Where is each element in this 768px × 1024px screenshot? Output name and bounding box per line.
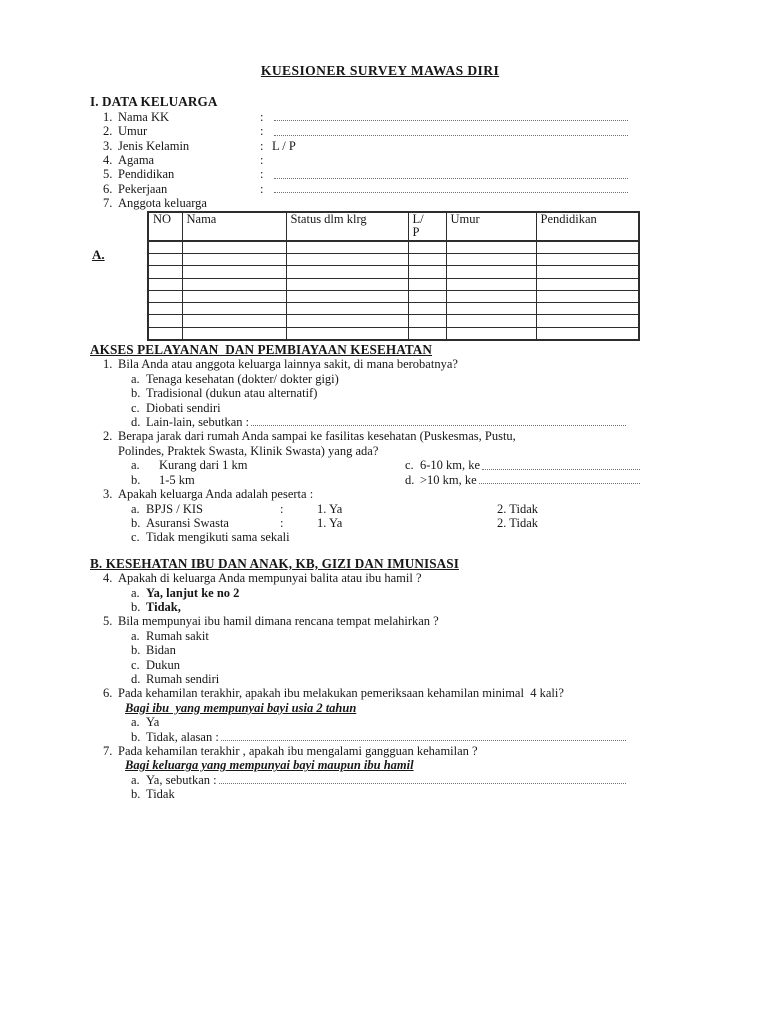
field-row-nama-kk xyxy=(103,110,628,124)
field-separator: : xyxy=(260,138,264,153)
field-separator: : xyxy=(260,181,264,196)
option-marker: a. xyxy=(131,585,140,600)
dotted-answer-line xyxy=(221,730,626,741)
field-label: Jenis Kelamin xyxy=(118,138,190,153)
table-row-empty xyxy=(148,290,639,302)
question-text-line2: Polindes, Praktek Swasta, Klinik Swasta) yang ada? xyxy=(118,443,379,458)
table-cell-empty xyxy=(408,253,446,265)
field-row-umur xyxy=(103,124,628,138)
question-body xyxy=(118,686,640,744)
question-number: 4. xyxy=(103,571,113,586)
table-cell-empty xyxy=(536,266,639,278)
table-cell-empty xyxy=(148,253,182,265)
choice-ya: 1. Ya xyxy=(317,501,343,516)
question-body xyxy=(118,487,640,545)
table-header-umur: Umur xyxy=(446,212,536,241)
option-marker: b. xyxy=(131,515,141,530)
table-cell-empty xyxy=(182,327,286,340)
option-marker: d. xyxy=(131,415,141,430)
option-text: Ya xyxy=(146,715,160,730)
dotted-answer-line xyxy=(251,415,626,426)
table-row-empty xyxy=(148,315,639,327)
option-marker: d. xyxy=(405,472,415,487)
option-text: Ya, sebutkan : xyxy=(146,772,217,787)
option-text: 1-5 km xyxy=(159,472,195,487)
field-number: 3. xyxy=(103,138,113,153)
option-text: Rumah sakit xyxy=(146,628,209,643)
option-6b xyxy=(131,730,626,744)
option-marker: b. xyxy=(131,643,141,658)
table-cell-empty xyxy=(536,253,639,265)
option-4a xyxy=(131,586,640,600)
table-cell-empty xyxy=(286,266,408,278)
table-cell-empty xyxy=(446,315,536,327)
option-text: Tidak mengikuti sama sekali xyxy=(146,530,290,545)
choice-tidak: 2. Tidak xyxy=(497,515,538,530)
table-header-nama: Nama xyxy=(182,212,286,241)
option-5a xyxy=(131,629,640,643)
table-cell-empty xyxy=(446,278,536,290)
field-row-anggota-keluarga xyxy=(103,196,628,210)
section-i-heading: I. DATA KELUARGA xyxy=(90,94,218,110)
question-body xyxy=(118,357,640,429)
option-text: Ya, lanjut ke no 2 xyxy=(146,585,240,600)
section-akses xyxy=(90,343,670,545)
field-separator: : xyxy=(260,167,264,182)
question-text: Apakah keluarga Anda adalah peserta : xyxy=(118,487,314,502)
table-cell-empty xyxy=(536,327,639,340)
option-marker: c. xyxy=(131,400,140,415)
question-text-line1: Berapa jarak dari rumah Anda sampai ke fasilitas kesehatan (Puskesmas, Pustu, xyxy=(118,429,516,444)
table-cell-empty xyxy=(536,241,639,254)
option-marker: b. xyxy=(131,386,141,401)
option-text: Diobati sendiri xyxy=(146,400,221,415)
option-1d xyxy=(131,415,626,429)
table-cell-empty xyxy=(408,241,446,254)
field-number: 4. xyxy=(103,153,113,168)
option-2d xyxy=(405,473,640,487)
table-cell-empty xyxy=(286,253,408,265)
dotted-answer-line xyxy=(219,773,626,784)
table-cell-empty xyxy=(408,303,446,315)
table-cell-empty xyxy=(446,241,536,254)
option-label: BPJS / KIS xyxy=(146,501,203,516)
question-note: Bagi keluarga yang mempunyai bayi maupun ibu hamil xyxy=(125,758,414,773)
choice-tidak: 2. Tidak xyxy=(497,501,538,516)
table-cell-empty xyxy=(446,303,536,315)
section-b-heading: B. KESEHATAN IBU DAN ANAK, KB, GIZI DAN IMUNISASI xyxy=(90,555,459,571)
question-text: Bila mempunyai ibu hamil dimana rencana tempat melahirkan ? xyxy=(118,614,439,629)
table-cell-empty xyxy=(536,278,639,290)
option-marker: a. xyxy=(131,628,140,643)
table-cell-empty xyxy=(536,303,639,315)
table-cell-empty xyxy=(182,315,286,327)
question-text: Bila Anda atau anggota keluarga lainnya sakit, di mana berobatnya? xyxy=(118,357,458,372)
dotted-answer-line xyxy=(482,458,640,469)
table-row-empty xyxy=(148,303,639,315)
question-number: 6. xyxy=(103,686,113,701)
option-text: 6-10 km, ke xyxy=(420,458,481,473)
table-cell-empty xyxy=(286,241,408,254)
table-cell-empty xyxy=(408,278,446,290)
field-label: Agama xyxy=(118,153,155,168)
question-body xyxy=(118,614,640,686)
distance-options xyxy=(131,458,640,487)
table-cell-empty xyxy=(148,290,182,302)
option-2c xyxy=(405,458,640,472)
option-marker: a. xyxy=(131,458,140,473)
table-row-empty xyxy=(148,278,639,290)
option-text: >10 km, ke xyxy=(420,472,477,487)
option-7b xyxy=(131,787,640,801)
table-cell-empty xyxy=(408,290,446,302)
field-number: 7. xyxy=(103,196,113,211)
option-1c xyxy=(131,401,640,415)
question-7 xyxy=(103,744,670,802)
field-label: Anggota keluarga xyxy=(118,196,207,211)
option-marker: b. xyxy=(131,472,141,487)
table-cell-empty xyxy=(182,278,286,290)
table-cell-empty xyxy=(148,327,182,340)
field-separator: : xyxy=(260,153,264,168)
field-label: Pendidikan xyxy=(118,167,175,182)
field-number: 1. xyxy=(103,109,113,124)
table-cell-empty xyxy=(182,290,286,302)
dotted-answer-line xyxy=(274,167,628,178)
question-4 xyxy=(103,571,670,614)
dotted-answer-line xyxy=(479,473,640,484)
table-header-lp-line2: P xyxy=(412,225,420,240)
field-row-jenis-kelamin xyxy=(103,139,628,153)
option-text: Tidak xyxy=(146,787,175,802)
option-text: Tradisional (dukun atau alternatif) xyxy=(146,386,318,401)
option-marker: c. xyxy=(405,458,414,473)
document-title: KUESIONER SURVEY MAWAS DIRI xyxy=(260,63,500,78)
family-members-table xyxy=(147,211,640,341)
option-marker: b. xyxy=(131,729,141,744)
option-4b xyxy=(131,600,640,614)
field-label: Umur xyxy=(118,124,148,139)
question-number: 2. xyxy=(103,429,113,444)
option-5c xyxy=(131,658,640,672)
table-cell-empty xyxy=(408,266,446,278)
question-body xyxy=(118,571,640,614)
option-text: Bidan xyxy=(146,643,176,658)
option-marker: c. xyxy=(131,657,140,672)
table-cell-empty xyxy=(286,327,408,340)
option-6a xyxy=(131,715,640,729)
dotted-answer-line xyxy=(274,110,628,121)
table-header-row xyxy=(148,212,639,241)
option-5b xyxy=(131,643,640,657)
option-marker: a. xyxy=(131,772,140,787)
option-5d xyxy=(131,672,640,686)
section-akses-heading: AKSES PELAYANAN DAN PEMBIAYAAN KESEHATAN xyxy=(90,342,433,358)
option-separator: : xyxy=(280,501,284,516)
option-text: Tidak, xyxy=(146,599,181,614)
table-cell-empty xyxy=(408,327,446,340)
table-cell-empty xyxy=(446,327,536,340)
distance-options-right xyxy=(405,458,640,487)
table-row-empty xyxy=(148,266,639,278)
option-3b-asuransi xyxy=(131,516,640,530)
margin-label-a: A. xyxy=(92,247,105,262)
option-7a xyxy=(131,773,626,787)
field-number: 5. xyxy=(103,167,113,182)
option-text: Lain-lain, sebutkan : xyxy=(146,415,250,430)
table-cell-empty xyxy=(286,303,408,315)
table-cell-empty xyxy=(148,303,182,315)
question-number: 1. xyxy=(103,357,113,372)
table-header-status: Status dlm klrg xyxy=(286,212,408,241)
table-cell-empty xyxy=(286,278,408,290)
question-6 xyxy=(103,686,670,744)
table-cell-empty xyxy=(286,290,408,302)
dotted-answer-line xyxy=(274,182,628,193)
question-text: Pada kehamilan terakhir, apakah ibu melakukan pemeriksaan kehamilan minimal 4 kali? xyxy=(118,686,564,701)
option-marker: b. xyxy=(131,787,141,802)
dotted-answer-line xyxy=(274,124,628,135)
question-number: 3. xyxy=(103,487,113,502)
table-header-lp xyxy=(408,212,446,241)
table-cell-empty xyxy=(148,315,182,327)
option-text: Tenaga kesehatan (dokter/ dokter gigi) xyxy=(146,371,339,386)
table-cell-empty xyxy=(148,278,182,290)
option-marker: c. xyxy=(131,530,140,545)
field-number: 6. xyxy=(103,181,113,196)
field-row-pendidikan xyxy=(103,167,628,181)
distance-options-left xyxy=(131,458,405,487)
option-marker: a. xyxy=(131,371,140,386)
option-text: Tidak, alasan : xyxy=(146,729,219,744)
option-2a xyxy=(131,458,405,472)
table-cell-empty xyxy=(408,315,446,327)
field-label: Nama KK xyxy=(118,109,170,124)
table-cell-empty xyxy=(446,266,536,278)
table-cell-empty xyxy=(182,253,286,265)
table-row-empty xyxy=(148,253,639,265)
table-header-lp-line1: L/ xyxy=(412,211,424,226)
question-3 xyxy=(103,487,670,545)
table-cell-empty xyxy=(182,241,286,254)
field-row-pekerjaan xyxy=(103,182,628,196)
table-row-empty xyxy=(148,241,639,254)
table-header-no: NO xyxy=(148,212,182,241)
field-separator: : xyxy=(260,124,264,139)
field-separator: : xyxy=(260,109,264,124)
question-5 xyxy=(103,614,670,686)
question-number: 5. xyxy=(103,614,113,629)
option-marker: b. xyxy=(131,599,141,614)
field-number: 2. xyxy=(103,124,113,139)
option-separator: : xyxy=(280,515,284,530)
choice-ya: 1. Ya xyxy=(317,515,343,530)
table-cell-empty xyxy=(536,290,639,302)
option-marker: a. xyxy=(131,715,140,730)
table-cell-empty xyxy=(148,241,182,254)
question-1 xyxy=(103,357,670,429)
question-text: Pada kehamilan terakhir , apakah ibu mengalami gangguan kehamilan ? xyxy=(118,744,478,758)
table-cell-empty xyxy=(446,253,536,265)
option-text: Rumah sendiri xyxy=(146,671,220,686)
option-3a-bpjs xyxy=(131,502,640,516)
option-1a xyxy=(131,372,640,386)
option-2b xyxy=(131,473,405,487)
question-number: 7. xyxy=(103,744,113,758)
option-3c xyxy=(131,530,640,544)
table-cell-empty xyxy=(286,315,408,327)
table-cell-empty xyxy=(148,266,182,278)
option-text: Dukun xyxy=(146,657,181,672)
field-value: L / P xyxy=(272,138,296,153)
option-text: Kurang dari 1 km xyxy=(159,458,248,473)
option-marker: a. xyxy=(131,501,140,516)
option-marker: d. xyxy=(131,671,141,686)
table-header-pendidikan: Pendidikan xyxy=(536,212,639,241)
field-row-agama xyxy=(103,153,628,167)
question-body xyxy=(118,429,640,487)
table-cell-empty xyxy=(182,266,286,278)
option-label: Asuransi Swasta xyxy=(146,515,229,530)
question-text: Apakah di keluarga Anda mempunyai balita atau ibu hamil ? xyxy=(118,571,422,586)
section-b xyxy=(90,557,670,802)
question-body xyxy=(118,744,640,802)
table-cell-empty xyxy=(446,290,536,302)
family-data-fields xyxy=(103,110,670,211)
question-2 xyxy=(103,429,670,487)
table-cell-empty xyxy=(182,303,286,315)
table-cell-empty xyxy=(536,315,639,327)
option-1b xyxy=(131,386,640,400)
table-row-empty xyxy=(148,327,639,340)
question-note: Bagi ibu yang mempunyai bayi usia 2 tahun xyxy=(125,700,357,715)
field-label: Pekerjaan xyxy=(118,181,168,196)
